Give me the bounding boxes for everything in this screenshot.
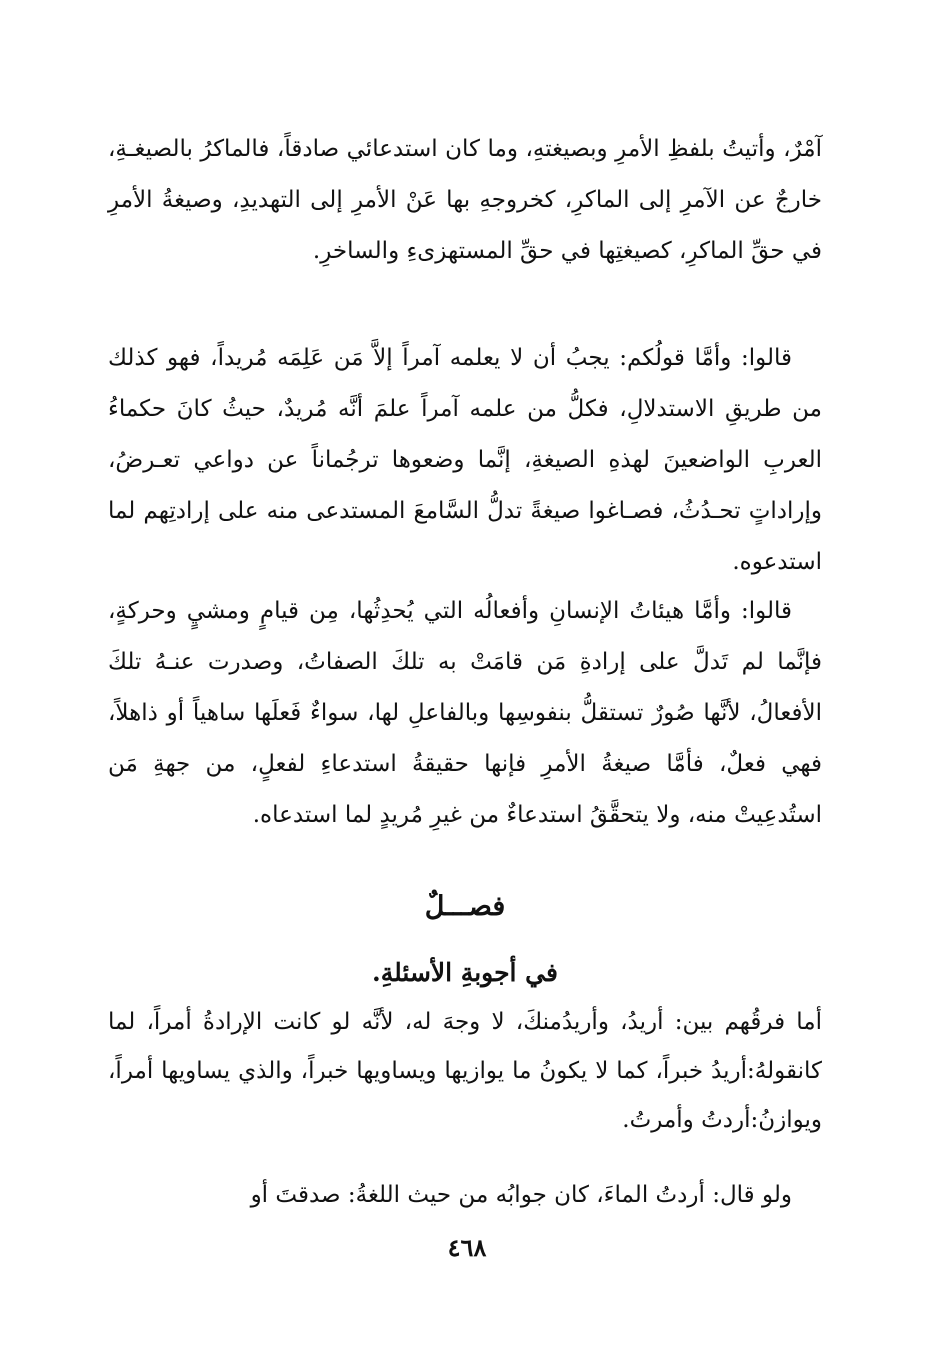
paragraph-answers [108,998,822,1145]
paragraph-opening [108,124,822,277]
section-heading: فصـــلٌ [424,891,506,922]
paragraph-text: قالوا: وأمَّا قولُكم: يجبُ أن لا يعلمه آمراً إلاَّ مَن عَلِمَه مُريداً، فهو كذلك من طريقِ الاستدلالِ، فكلُّ من علمه آمراً علمَ أنَّه مُريدٌ، حيثُ كانَ حكماءُ العربِ الواضعينَ لهذهِ الصيغةِ، إنَّما وضعوها ترجُماناً عن دواعي تعـرضُ، وإراداتٍ تحـدُثُ، فصـاغوا صيغةً تدلُّ السَّامعَ المستدعى منه على إرادتِهم لما استدعوه. [108,345,822,575]
page-number: ٤٦٨ [447,1233,487,1262]
paragraph-will-and-command [108,333,822,588]
section-subheading: في أجوبةِ الأسئلةِ. [372,958,558,987]
paragraph-text: آمْرٌ، وأتيتُ بلفظِ الأمرِ وبصيغتهِ، وما كان استدعائي صادقاً، فالماكرُ بالصيغـةِ، خارجٌ عن الآمرِ إلى الماكرِ، كخروجهِ بها عَنْ الأمرِ إلى التهديدِ، وصيغةُ الأمرِ في حقِّ الماكرِ، كصيغتِها في حقِّ المستهزىءِ والساخرِ. [108,136,822,264]
paragraph-text: ولو قال: أردتُ الماءَ، كان جوابُه من حيث اللغةُ: صدقتَ أو [250,1182,792,1208]
paragraph-closing [108,1170,822,1221]
paragraph-human-actions [108,586,822,841]
paragraph-text: قالوا: وأمَّا هيئاتُ الإنسانِ وأفعالُه التي يُحدِثُها، مِن قيامٍ ومشيٍ وحركةٍ، فإنَّما لم تَدلَّ على إرادةِ مَن قامَتْ به تلكَ الصفاتُ، وصدرت عنـهُ تلكَ الأفعالُ، لأنَّها صُورٌ تستقلُّ بنفوسِها وبالفاعلِ لها، سواءٌ فَعلَها ساهياً أو ذاهلاً، فهي فعلٌ، فأمَّا صيغةُ الأمرِ فإنها حقيقةُ استدعاءِ لفعلٍ، من جهةِ مَن استُدعِيتْ منه، ولا يتحقَّقُ استدعاءٌ من غيرِ مُريدٍ لما استدعاه. [108,598,822,828]
paragraph-text: أما فرقُهم بين: أريدُ، وأريدُمنكَ، لا وجهَ له، لأنَّه لو كانت الإرادةُ أمراً، لما كانقولهُ:أريدُ خبراً، كما لا يكونُ ما يوازيها ويساويها خبراً، والذي يساويها أمراً، ويوازنُ:أردتُ وأمرتُ. [108,1009,822,1133]
